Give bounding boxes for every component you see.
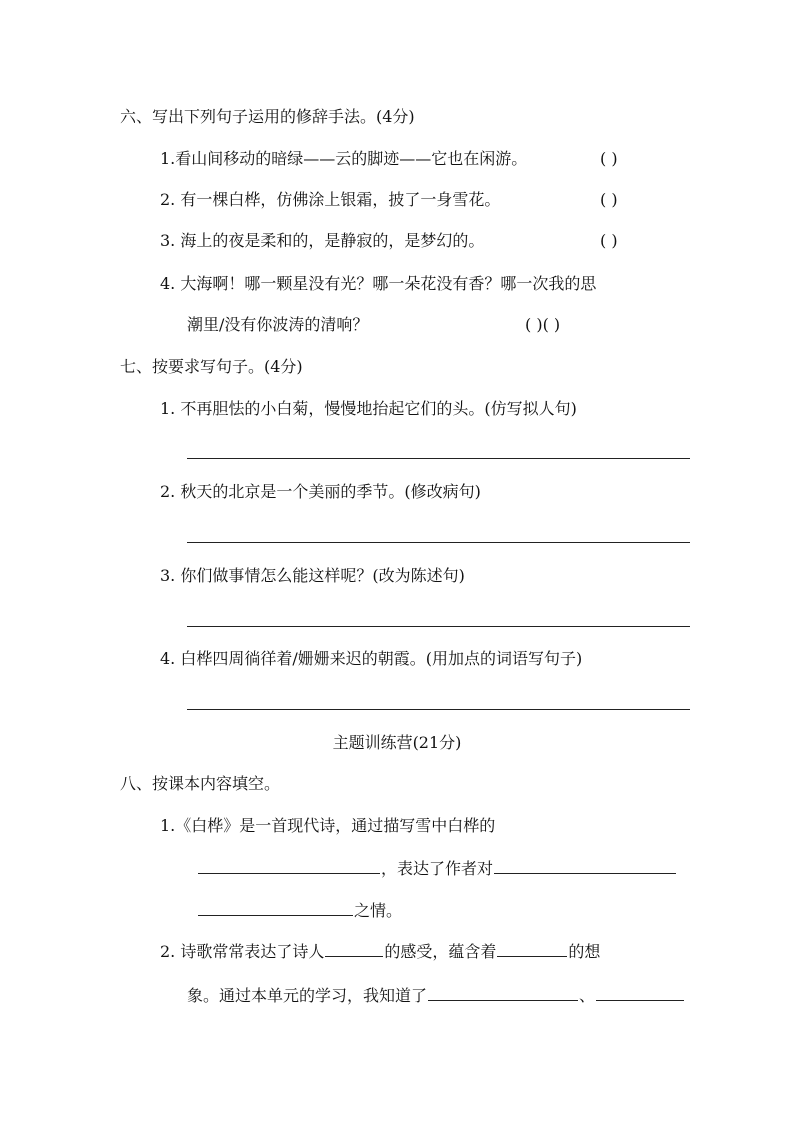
- section7-item-4: 4. 白桦四周徜徉着/姗姗来迟的朝霞。(用加点的词语写句子): [160, 649, 583, 668]
- text-fragment: 象。通过本单元的学习，我知道了: [187, 986, 428, 1005]
- section7-item-3: 3. 你们做事情怎么能这样呢？(改为陈述句): [160, 566, 465, 585]
- fill-blank-6[interactable]: [428, 984, 578, 1001]
- section7-item-1: 1. 不再胆怯的小白菊，慢慢地抬起它们的头。(仿写拟人句): [160, 399, 577, 418]
- section6-heading: 六、写出下列句子运用的修辞手法。(4分): [120, 107, 415, 126]
- text-fragment: 、: [579, 986, 596, 1005]
- section7-item-2: 2. 秋天的北京是一个美丽的季节。(修改病句): [160, 482, 481, 501]
- text-fragment: 2. 诗歌常常表达了诗人: [160, 942, 325, 961]
- text-fragment: 的想: [568, 942, 601, 961]
- answer-paren-1[interactable]: ( ): [600, 149, 618, 168]
- section7-heading: 七、按要求写句子。(4分): [120, 357, 303, 376]
- fill-blank-7[interactable]: [596, 984, 684, 1001]
- answer-line-2[interactable]: [187, 542, 690, 543]
- section8-item-2-line2: [187, 984, 685, 1007]
- section6-item-4-continued: 潮里/没有你波涛的清响？: [187, 315, 369, 334]
- fill-blank-1[interactable]: [198, 857, 380, 874]
- section6-item-3: 3. 海上的夜是柔和的，是静寂的，是梦幻的。: [160, 231, 485, 250]
- answer-paren-2[interactable]: ( ): [600, 190, 618, 209]
- fill-blank-3[interactable]: [198, 899, 353, 916]
- section8-item-1-line1: 1.《白桦》是一首现代诗，通过描写雪中白桦的: [160, 816, 496, 835]
- fill-blank-4[interactable]: [325, 940, 383, 957]
- answer-paren-3[interactable]: ( ): [600, 231, 618, 250]
- theme-section-title: 主题训练营(21分): [332, 733, 462, 752]
- fill-blank-5[interactable]: [497, 940, 567, 957]
- section8-item-1-line2: [197, 857, 677, 880]
- fill-blank-2[interactable]: [494, 857, 676, 874]
- section6-item-2: 2. 有一棵白桦，仿佛涂上银霜，披了一身雪花。: [160, 190, 501, 209]
- section8-heading: 八、按课本内容填空。: [120, 774, 281, 793]
- section6-item-4: 4. 大海啊！哪一颗星没有光？哪一朵花没有香？哪一次我的思: [160, 274, 597, 293]
- text-fragment: 之情。: [354, 901, 403, 920]
- section6-item-1: 1.看山间移动的暗绿——云的脚迹——它也在闲游。: [160, 149, 528, 168]
- answer-paren-4[interactable]: ( )( ): [525, 315, 561, 334]
- answer-line-3[interactable]: [187, 626, 690, 627]
- section8-item-1-line3: [197, 899, 402, 922]
- answer-line-4[interactable]: [187, 709, 690, 710]
- text-fragment: ，表达了作者对: [381, 859, 494, 878]
- answer-line-1[interactable]: [187, 458, 690, 459]
- text-fragment: 的感受，蕴含着: [384, 942, 497, 961]
- section8-item-2-line1: [160, 940, 600, 963]
